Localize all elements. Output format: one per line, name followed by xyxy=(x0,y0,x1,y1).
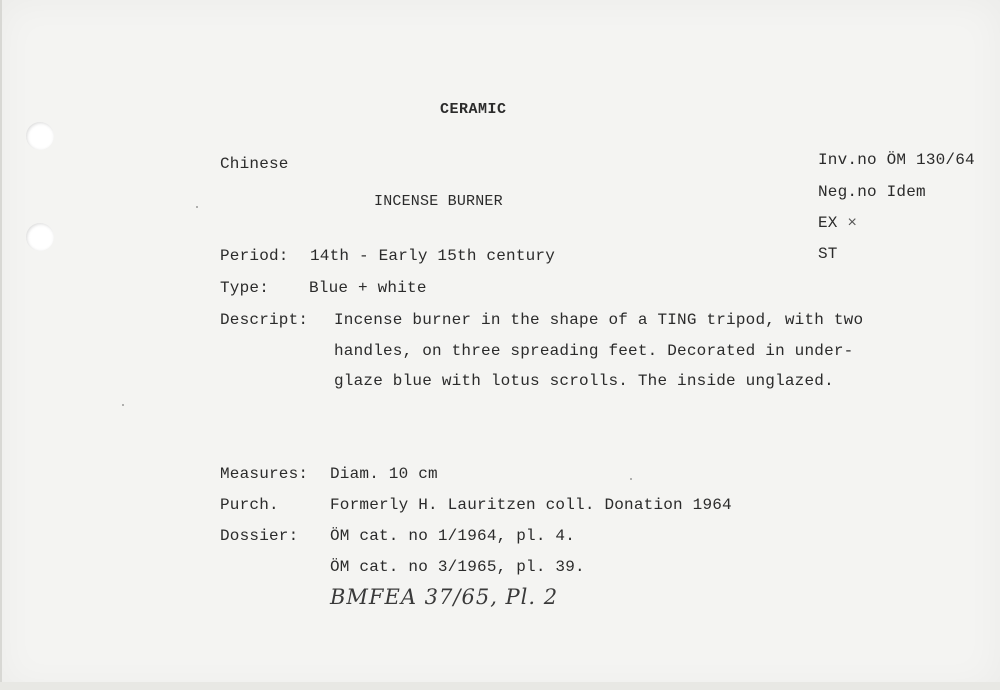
origin-text: Chinese xyxy=(220,155,289,173)
descript-line-2: handles, on three spreading feet. Decorated in under- xyxy=(334,342,854,360)
ex-label: EX xyxy=(818,214,838,232)
speck xyxy=(196,206,198,208)
st-label: ST xyxy=(818,245,838,263)
object-name: INCENSE BURNER xyxy=(374,193,503,210)
ex-check-mark: × xyxy=(847,214,858,232)
punch-hole-top xyxy=(26,122,54,150)
purch-value: Formerly H. Lauritzen coll. Donation 1964 xyxy=(330,496,732,514)
punch-hole-bottom xyxy=(26,223,54,251)
handwritten-reference: BMFEA 37/65, Pl. 2 xyxy=(330,585,559,609)
speck xyxy=(122,404,124,406)
card-bottom-edge xyxy=(0,682,1000,690)
descript-label: Descript: xyxy=(220,311,309,329)
descript-line-1: Incense burner in the shape of a TING tripod, with two xyxy=(334,311,864,329)
dossier-line-1: ÖM cat. no 1/1964, pl. 4. xyxy=(330,527,576,545)
purch-label: Purch. xyxy=(220,496,279,514)
ex-line xyxy=(818,214,857,232)
card-title: CERAMIC xyxy=(440,101,507,118)
card-left-edge xyxy=(0,0,2,690)
period-value: 14th - Early 15th century xyxy=(310,247,556,265)
type-label: Type: xyxy=(220,279,270,297)
speck xyxy=(630,478,632,480)
dossier-label: Dossier: xyxy=(220,527,299,545)
measures-label: Measures: xyxy=(220,465,309,483)
negative-number: Neg.no Idem xyxy=(818,183,926,201)
measures-value: Diam. 10 cm xyxy=(330,465,438,483)
period-label: Period: xyxy=(220,247,289,265)
descript-line-3: glaze blue with lotus scrolls. The inside unglazed. xyxy=(334,372,834,390)
type-value: Blue + white xyxy=(309,279,427,297)
inventory-number: Inv.no ÖM 130/64 xyxy=(818,151,975,169)
dossier-line-2: ÖM cat. no 3/1965, pl. 39. xyxy=(330,558,585,576)
